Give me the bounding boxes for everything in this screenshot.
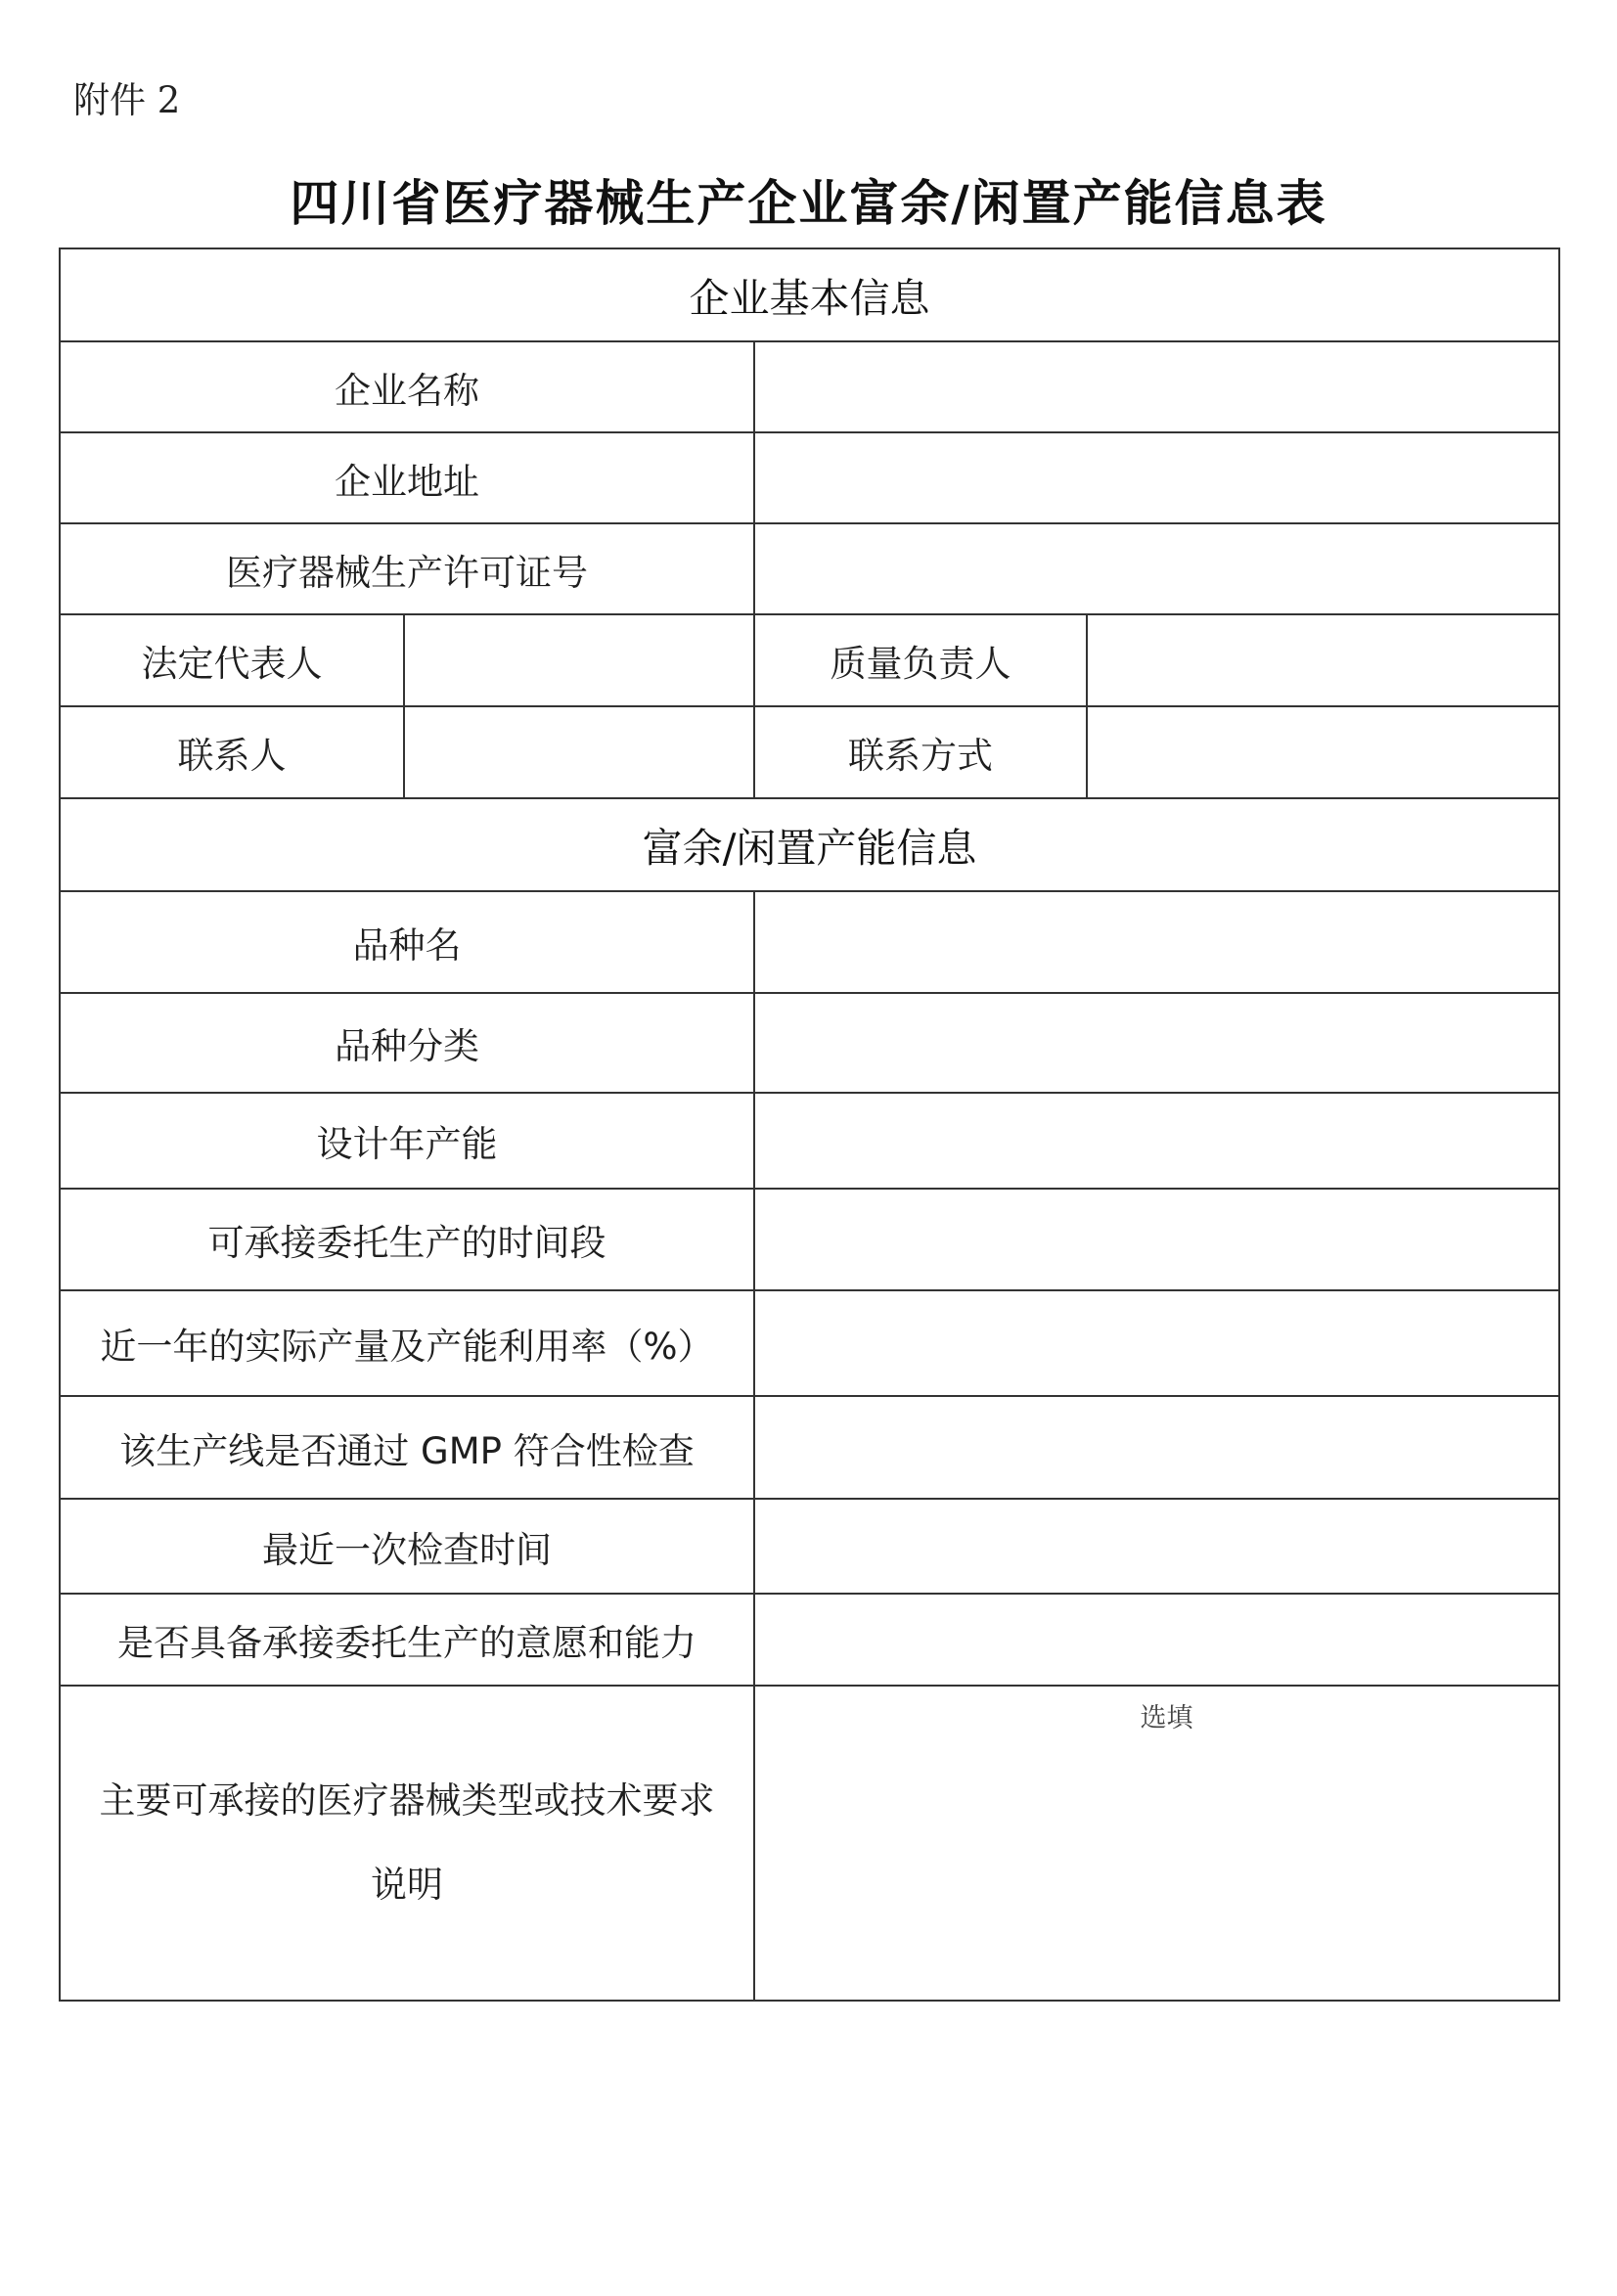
row-contract-period	[60, 1189, 1559, 1290]
document-title: 四川省医疗器械生产企业富余/闲置产能信息表	[290, 174, 1327, 232]
last-inspection-label: 最近一次检查时间	[60, 1499, 754, 1594]
company-name-label: 企业名称	[60, 341, 754, 432]
willingness-label: 是否具备承接委托生产的意愿和能力	[60, 1594, 754, 1686]
row-license-no	[60, 523, 1559, 614]
contact-method-field[interactable]	[1087, 706, 1559, 798]
variety-category-field[interactable]	[754, 993, 1559, 1093]
contract-period-field[interactable]	[754, 1189, 1559, 1290]
quality-lead-field[interactable]	[1087, 614, 1559, 706]
design-capacity-label: 设计年产能	[60, 1093, 754, 1189]
quality-lead-label: 质量负责人	[754, 614, 1087, 706]
row-variety-category	[60, 993, 1559, 1093]
row-willingness	[60, 1594, 1559, 1686]
row-actual-output	[60, 1290, 1559, 1396]
company-address-field[interactable]	[754, 432, 1559, 523]
company-name-field[interactable]	[754, 341, 1559, 432]
row-company-name	[60, 341, 1559, 432]
actual-output-field[interactable]	[754, 1290, 1559, 1396]
contact-person-label: 联系人	[60, 706, 404, 798]
row-device-types	[60, 1686, 1559, 2001]
row-last-inspection	[60, 1499, 1559, 1594]
contact-method-label: 联系方式	[754, 706, 1087, 798]
license-no-label: 医疗器械生产许可证号	[60, 523, 754, 614]
legal-rep-label: 法定代表人	[60, 614, 404, 706]
device-types-label-line1: 主要可承接的医疗器械类型或技术要求	[99, 1779, 715, 1822]
gmp-check-field[interactable]	[754, 1396, 1559, 1499]
company-address-label: 企业地址	[60, 432, 754, 523]
design-capacity-field[interactable]	[754, 1093, 1559, 1189]
section-header-capacity: 富余/闲置产能信息	[60, 798, 1559, 891]
row-company-address	[60, 432, 1559, 523]
device-types-field[interactable]	[754, 1686, 1559, 2001]
device-types-label-line2: 说明	[371, 1864, 443, 1906]
legal-rep-field[interactable]	[404, 614, 754, 706]
contact-person-field[interactable]	[404, 706, 754, 798]
actual-output-label: 近一年的实际产量及产能利用率（%）	[60, 1290, 754, 1396]
optional-note: 选填	[1140, 1703, 1193, 1733]
capacity-info-form	[59, 248, 1560, 2002]
row-contact	[60, 706, 1559, 798]
section-header-basic-row	[60, 248, 1559, 341]
variety-name-label: 品种名	[60, 891, 754, 993]
variety-category-label: 品种分类	[60, 993, 754, 1093]
license-no-field[interactable]	[754, 523, 1559, 614]
contract-period-label: 可承接委托生产的时间段	[60, 1189, 754, 1290]
variety-name-field[interactable]	[754, 891, 1559, 993]
row-variety-name	[60, 891, 1559, 993]
row-gmp-check	[60, 1396, 1559, 1499]
willingness-field[interactable]	[754, 1594, 1559, 1686]
last-inspection-field[interactable]	[754, 1499, 1559, 1594]
gmp-check-label: 该生产线是否通过 GMP 符合性检查	[60, 1396, 754, 1499]
section-header-capacity-row	[60, 798, 1559, 891]
device-types-label	[60, 1686, 754, 2001]
row-design-capacity	[60, 1093, 1559, 1189]
attachment-label: 附件 2	[73, 79, 181, 121]
row-legal-quality	[60, 614, 1559, 706]
section-header-basic: 企业基本信息	[60, 248, 1559, 341]
